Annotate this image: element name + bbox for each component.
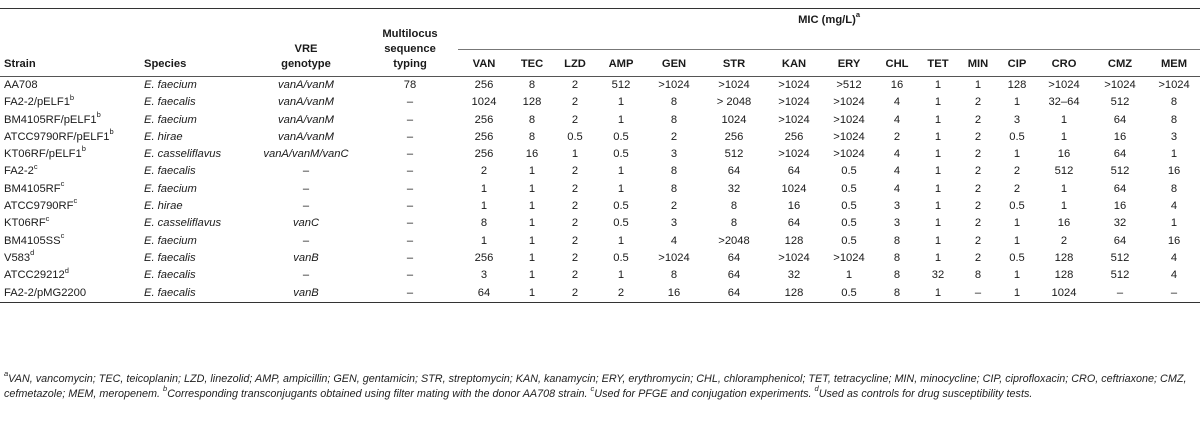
mic-cell-cro: 32–64	[1048, 96, 1080, 109]
strain-cell: FA2-2$^c$	[4, 161, 38, 178]
mic-cell-cip: 1	[1013, 269, 1021, 282]
mic-cell-amp: 0.5	[613, 217, 629, 230]
mic-cell-cmz: 64	[1113, 182, 1127, 195]
vre-genotype-cell: –	[302, 182, 310, 195]
mic-cell-ery: 0.5	[822, 285, 876, 303]
vre-genotype-cell: vanB	[293, 251, 319, 264]
mic-cell-tet: 1	[934, 234, 942, 247]
mic-cell-str: 8	[730, 200, 738, 213]
mlst-cell: –	[406, 182, 414, 195]
table-row	[0, 94, 1200, 111]
mic-cell-tet: 1	[918, 285, 958, 303]
drug-header-cell: CMZ	[1092, 50, 1148, 77]
mic-cell-van: 1024	[471, 96, 497, 109]
drug-header-cell: GEN	[646, 50, 702, 77]
footnote-d: Used as controls for drug susceptibility tests.	[818, 388, 1033, 400]
strain-cell: AA708	[4, 79, 38, 91]
mic-cell-cro: 16	[1057, 148, 1071, 161]
mic-cell-str: 64	[727, 269, 741, 282]
mic-cell-cip: 1	[1013, 217, 1021, 230]
mic-cell-gen: >1024	[658, 251, 690, 264]
species-cell: E. faecalis	[144, 96, 196, 109]
mic-cell-ery: >1024	[833, 130, 865, 143]
mic-cell-tec: 1	[528, 234, 536, 247]
mlst-cell: –	[406, 200, 414, 213]
mic-cell-chl: 3	[893, 200, 901, 213]
drug-header-cell: CRO	[1036, 50, 1092, 77]
mic-cell-cmz: 512	[1110, 251, 1130, 264]
mic-cell-ery: 0.5	[841, 165, 857, 178]
mic-cell-str: 32	[727, 182, 741, 195]
drug-header-cell: LZD	[554, 50, 596, 77]
drug-header-cell: STR	[702, 50, 766, 77]
species-cell: E. casseliflavus	[144, 217, 222, 230]
mic-cell-mem: 8	[1170, 96, 1178, 109]
mic-cell-lzd: 2	[571, 200, 579, 213]
mic-cell-chl: 8	[893, 269, 901, 282]
table-row	[0, 267, 1200, 284]
mic-cell-chl: 3	[893, 217, 901, 230]
mic-cell-str: 64	[702, 285, 766, 303]
mic-cell-chl: 4	[893, 182, 901, 195]
mic-cell-cip: 3	[1013, 113, 1021, 126]
mic-cell-tec: 1	[528, 251, 536, 264]
mic-cell-tet: 1	[934, 217, 942, 230]
mic-cell-tec: 1	[528, 165, 536, 178]
mic-cell-kan: >1024	[778, 148, 810, 161]
table-row	[0, 181, 1200, 198]
mic-cell-cro: 1	[1060, 113, 1068, 126]
species-cell: E. hirae	[144, 200, 183, 213]
mic-cell-kan: >1024	[778, 113, 810, 126]
mic-cell-tet: 32	[931, 269, 945, 282]
mic-cell-tec: 128	[522, 96, 542, 109]
mic-cell-amp: 1	[617, 165, 625, 178]
mic-cell-min: 2	[974, 200, 982, 213]
mic-cell-kan: 16	[787, 200, 801, 213]
species-cell: E. faecium	[144, 79, 197, 91]
vre-genotype-cell: –	[302, 200, 310, 213]
strain-cell: ATCC29212$^d$	[4, 265, 69, 282]
drug-header-cell: VAN	[458, 50, 510, 77]
strain-cell: BM4105RF/pELF1$^b$	[4, 109, 101, 126]
mic-cell-str: 64	[727, 251, 741, 264]
table-row	[0, 163, 1200, 180]
mic-cell-mem: >1024	[1158, 79, 1190, 91]
mic-cell-gen: 2	[670, 200, 678, 213]
strain-cell: $BM4105RF^c$	[4, 179, 65, 195]
mic-cell-cro: 1	[1060, 182, 1068, 195]
mlst-cell: –	[406, 217, 414, 230]
mic-cell-ery: >1024	[833, 148, 865, 161]
strain-cell: KT06RF/pELF1$^b$	[4, 144, 86, 161]
mic-cell-kan: 64	[787, 217, 801, 230]
mic-cell-cro: 16	[1057, 217, 1071, 230]
mic-cell-tet: 1	[934, 182, 942, 195]
mic-cell-min: 2	[974, 96, 982, 109]
mic-cell-mem: 8	[1170, 113, 1178, 126]
mic-cell-amp: 512	[611, 79, 631, 91]
mic-cell-mem: 16	[1167, 165, 1181, 178]
mlst-cell: –	[406, 96, 414, 109]
mic-cell-tet: 1	[934, 251, 942, 264]
mic-cell-cmz: >1024	[1104, 79, 1136, 91]
species-cell: E. faecium	[144, 234, 197, 247]
mic-cell-min: 2	[974, 113, 982, 126]
table-row	[0, 215, 1200, 232]
mic-cell-tet: 1	[934, 130, 942, 143]
mic-cell-mem: 4	[1170, 269, 1178, 282]
mic-cell-cmz: –	[1092, 285, 1148, 303]
table-row	[0, 112, 1200, 129]
mic-cell-tet: 1	[934, 165, 942, 178]
mic-cell-lzd: 2	[571, 269, 579, 282]
mic-cell-cro: >1024	[1048, 79, 1080, 91]
mic-cell-lzd: 2	[571, 182, 579, 195]
drug-header-cell: TEC	[510, 50, 554, 77]
mic-cell-van: 64	[458, 285, 510, 303]
drug-header-cell: CHL	[876, 50, 918, 77]
header-mic: MIC $(mg/L)^a$	[458, 9, 1200, 50]
mic-cell-ery: >1024	[833, 251, 865, 264]
mic-cell-chl: 4	[893, 165, 901, 178]
mic-cell-lzd: 2	[571, 96, 579, 109]
mic-cell-van: 1	[480, 182, 488, 195]
mic-cell-cip: 1	[1013, 96, 1021, 109]
mic-cell-lzd: 2	[571, 113, 579, 126]
mic-cell-amp: 1	[617, 182, 625, 195]
footnote-b: Corresponding transconjugants obtained using filter mating with the donor AA708 strain.	[167, 388, 588, 400]
vre-genotype-cell: vanC	[292, 217, 320, 230]
table-body	[0, 77, 1200, 303]
mic-cell-min: 2	[974, 217, 982, 230]
mlst-cell: –	[406, 130, 414, 143]
mic-cell-tec: 8	[528, 113, 536, 126]
footnote-c: Used for PFGE and conjugation experiments.	[594, 388, 812, 400]
mic-cell-gen: 8	[670, 113, 678, 126]
mic-cell-ery: 0.5	[841, 217, 857, 230]
mic-cell-mem: 16	[1167, 234, 1181, 247]
mic-cell-cip: 128	[1007, 79, 1027, 91]
mic-cell-tec: 1	[510, 285, 554, 303]
mic-cell-cmz: 64	[1113, 148, 1127, 161]
mic-cell-cip: 2	[1013, 182, 1021, 195]
strain-cell: FA2-2/pELF1$^b$	[4, 92, 75, 109]
mic-cell-van: 1	[480, 234, 488, 247]
mic-cell-str: > 2048	[716, 96, 752, 109]
vre-genotype-cell: –	[302, 269, 310, 282]
drug-header-cell: MEM	[1148, 50, 1200, 77]
mic-cell-min: 2	[974, 130, 982, 143]
species-cell: E. casseliflavus	[144, 148, 222, 161]
mic-cell-gen: 8	[670, 269, 678, 282]
mic-cell-mem: 1	[1170, 217, 1178, 230]
strain-cell: V583$^d$	[4, 248, 35, 264]
mic-cell-min: 2	[974, 148, 982, 161]
mic-cell-van: 256	[474, 113, 494, 126]
mic-cell-tet: 1	[934, 79, 942, 91]
drug-header-cell: AMP	[596, 50, 646, 77]
mic-cell-min: 2	[974, 251, 982, 264]
mic-cell-tec: 8	[528, 130, 536, 143]
mic-cell-van: 2	[480, 165, 488, 178]
mic-cell-gen: >1024	[658, 79, 690, 91]
mic-cell-mem: 4	[1170, 251, 1178, 264]
mic-cell-amp: 1	[617, 113, 625, 126]
mic-table	[0, 8, 1200, 303]
mic-cell-gen: 8	[670, 96, 678, 109]
mic-cell-van: 256	[474, 148, 494, 161]
table-row	[0, 146, 1200, 163]
mic-cell-tet: 1	[934, 96, 942, 109]
mic-cell-cro: 1	[1060, 200, 1068, 213]
mic-cell-cip: 2	[1013, 165, 1021, 178]
table-row	[0, 198, 1200, 215]
mic-cell-chl: 8	[893, 251, 901, 264]
mic-cell-mem: 3	[1170, 130, 1178, 143]
species-cell: E. faecium	[144, 113, 197, 126]
strain-cell: $KT06RF^c$	[4, 213, 50, 230]
mic-cell-tec: 8	[528, 79, 536, 91]
drug-header-cell: ERY	[822, 50, 876, 77]
mic-cell-str: 64	[727, 165, 741, 178]
vre-genotype-cell: vanA/vanM	[278, 130, 334, 143]
mic-cell-cip: 0.5	[1009, 251, 1025, 264]
strain-cell: ATCC9790RF/pELF1$^b$	[4, 127, 114, 143]
mic-cell-cro: 1	[1060, 130, 1068, 143]
mic-cell-amp: 1	[617, 234, 625, 247]
vre-genotype-cell: vanA/vanM	[278, 113, 334, 126]
mic-cell-van: 8	[480, 217, 488, 230]
mic-cell-van: 1	[480, 200, 488, 213]
mic-cell-van: 256	[474, 130, 494, 143]
mic-cell-cip: 0.5	[1009, 130, 1025, 143]
mic-cell-str: 1024	[721, 113, 747, 126]
mic-cell-str: 512	[724, 148, 744, 161]
mic-cell-cro: 128	[1054, 251, 1074, 264]
mic-cell-chl: 8	[876, 285, 918, 303]
mic-cell-tet: 1	[934, 200, 942, 213]
mic-cell-chl: 4	[893, 96, 901, 109]
mic-cell-chl: 16	[890, 79, 904, 91]
mic-cell-gen: 8	[670, 182, 678, 195]
mic-cell-gen: 2	[670, 130, 678, 143]
mic-cell-amp: 0.5	[613, 130, 629, 143]
mic-cell-lzd: 2	[571, 79, 579, 91]
mic-cell-kan: 128	[784, 234, 804, 247]
mic-cell-min: 2	[974, 165, 982, 178]
mic-cell-gen: 3	[670, 148, 678, 161]
mlst-cell: –	[362, 285, 458, 303]
mic-cell-cip: 1	[1013, 148, 1021, 161]
mic-cell-cmz: 512	[1110, 165, 1130, 178]
mic-cell-ery: 0.5	[841, 234, 857, 247]
header-vre-genotype: VRE genotype	[250, 9, 362, 77]
mic-cell-mem: 8	[1170, 182, 1178, 195]
mlst-cell: –	[406, 148, 414, 161]
mlst-cell: 78	[403, 79, 417, 91]
mlst-cell: –	[406, 234, 414, 247]
mic-cell-cmz: 64	[1113, 113, 1127, 126]
mic-cell-cip: 1	[1013, 234, 1021, 247]
mic-cell-cro: 2	[1060, 234, 1068, 247]
mic-cell-cmz: 16	[1113, 200, 1127, 213]
mic-cell-chl: 2	[893, 130, 901, 143]
table-row	[0, 233, 1200, 250]
mic-cell-amp: 0.5	[613, 200, 629, 213]
vre-genotype-cell: vanA/vanM	[278, 79, 334, 91]
mic-cell-cro: 128	[1054, 269, 1074, 282]
mic-cell-tec: 1	[528, 182, 536, 195]
mic-cell-lzd: 2	[571, 217, 579, 230]
mic-cell-cmz: 32	[1113, 217, 1127, 230]
mic-cell-str: 8	[730, 217, 738, 230]
mic-cell-cmz: 512	[1110, 96, 1130, 109]
mic-cell-lzd: 1	[571, 148, 579, 161]
mic-cell-kan: >1024	[778, 96, 810, 109]
mic-cell-kan: 128	[766, 285, 822, 303]
mic-cell-gen: 4	[670, 234, 678, 247]
table-row	[0, 129, 1200, 146]
mic-cell-ery: >512	[836, 79, 862, 91]
mic-cell-mem: 1	[1170, 148, 1178, 161]
mic-cell-lzd: 2	[571, 234, 579, 247]
mic-cell-lzd: 0.5	[567, 130, 583, 143]
mic-cell-kan: 256	[784, 130, 804, 143]
mic-cell-str: >2048	[718, 234, 750, 247]
header-mlst: Multilocus sequence typing	[362, 9, 458, 77]
strain-cell: $ATCC9790RF^c$	[4, 196, 78, 213]
mic-cell-tet: 1	[934, 148, 942, 161]
table-row	[0, 77, 1200, 95]
mic-cell-kan: >1024	[778, 79, 810, 91]
mic-cell-str: 256	[724, 130, 744, 143]
vre-genotype-cell: vanA/vanM/vanC	[263, 148, 349, 161]
vre-genotype-cell: vanB	[250, 285, 362, 303]
mic-cell-tet: 1	[934, 113, 942, 126]
mic-cell-ery: 0.5	[841, 200, 857, 213]
vre-genotype-cell: –	[302, 234, 310, 247]
mic-cell-mem: 4	[1170, 200, 1178, 213]
mic-cell-lzd: 2	[571, 251, 579, 264]
mic-cell-min: 2	[974, 234, 982, 247]
mic-cell-ery: 1	[845, 269, 853, 282]
footnote-a: VAN, vancomycin; TEC, teicoplanin; LZD, linezolid; AMP, ampicillin; GEN, gentamicin; STR, streptomycin; KAN, kanamycin; ERY, erythromycin; CHL, chloramphenicol; TET, tetracycline; MIN, minocycline; CIP, ciprofloxacin; CRO, ceftriaxone; CMZ, cefmetazole; MEM, meropenem.	[4, 373, 1187, 400]
mic-cell-chl: 8	[893, 234, 901, 247]
mlst-cell: –	[406, 251, 414, 264]
species-cell: E. hirae	[144, 130, 183, 143]
vre-genotype-cell: –	[302, 165, 310, 178]
mic-cell-kan: >1024	[778, 251, 810, 264]
mic-cell-min: 8	[974, 269, 982, 282]
mic-cell-min: 2	[974, 182, 982, 195]
mic-cell-amp: 0.5	[613, 251, 629, 264]
species-cell: E. faecalis	[140, 285, 250, 303]
mic-cell-amp: 1	[617, 269, 625, 282]
species-cell: E. faecalis	[144, 165, 196, 178]
table-row	[0, 285, 1200, 303]
mic-cell-van: 256	[474, 251, 494, 264]
mic-cell-tec: 16	[525, 148, 539, 161]
drug-header-cell: KAN	[766, 50, 822, 77]
mic-cell-amp: 0.5	[613, 148, 629, 161]
mic-cell-mem: –	[1148, 285, 1200, 303]
mic-cell-ery: >1024	[833, 96, 865, 109]
header-species: Species	[140, 9, 250, 77]
mic-cell-str: >1024	[718, 79, 750, 91]
mic-cell-van: 256	[474, 79, 494, 91]
mic-cell-cro: 1024	[1036, 285, 1092, 303]
mic-cell-gen: 3	[670, 217, 678, 230]
mic-cell-kan: 32	[787, 269, 801, 282]
mic-cell-tec: 1	[528, 269, 536, 282]
drug-header-cell: TET	[918, 50, 958, 77]
mic-cell-cro: 512	[1054, 165, 1074, 178]
mic-cell-ery: >1024	[833, 113, 865, 126]
strain-cell: $BM4105SS^c$	[4, 230, 65, 247]
mic-cell-kan: 64	[787, 165, 801, 178]
strain-cell: FA2-2/pMG2200	[0, 285, 140, 303]
mic-cell-lzd: 2	[571, 165, 579, 178]
species-cell: E. faecium	[144, 182, 197, 195]
mlst-cell: –	[406, 269, 414, 282]
mic-cell-amp: 1	[617, 96, 625, 109]
mic-cell-tec: 1	[528, 217, 536, 230]
header-strain: Strain	[0, 9, 140, 77]
species-cell: E. faecalis	[144, 251, 196, 264]
mic-cell-min: –	[958, 285, 998, 303]
species-cell: E. faecalis	[144, 269, 196, 282]
footnotes: $^a$VAN, vancomycin; TEC, teicoplanin; LZD, linezolid; AMP, ampicillin; GEN, gentamicin; STR, streptomycin; KAN, kanamycin; ERY, erythromycin; CHL, chloramphenicol; TET, tetracycline; MIN, minocycline; CIP, ciprofloxacin; CRO, ceftriaxone; CMZ, cefmetazole; MEM, meropenem. $^b$Corresponding transconjugants obtained using filter mating with the donor AA708 strain. $^c$Used for PFGE and conjugation experiments. $^d$Used as controls for drug susceptibility tests.	[4, 369, 1187, 400]
table-row	[0, 250, 1200, 267]
mic-cell-chl: 4	[893, 148, 901, 161]
mic-cell-van: 3	[480, 269, 488, 282]
mic-cell-cip: 0.5	[1009, 200, 1025, 213]
mic-cell-cmz: 64	[1113, 234, 1127, 247]
mic-cell-gen: 16	[646, 285, 702, 303]
mic-cell-cmz: 512	[1110, 269, 1130, 282]
mic-cell-min: 1	[974, 79, 982, 91]
mic-cell-cip: 1	[998, 285, 1036, 303]
mic-cell-lzd: 2	[554, 285, 596, 303]
drug-header-cell: CIP	[998, 50, 1036, 77]
mic-cell-gen: 8	[670, 165, 678, 178]
vre-genotype-cell: vanA/vanM	[278, 96, 334, 109]
mic-cell-cmz: 16	[1113, 130, 1127, 143]
mlst-cell: –	[406, 165, 414, 178]
mic-cell-kan: 1024	[781, 182, 807, 195]
drug-header-cell: MIN	[958, 50, 998, 77]
mic-cell-amp: 2	[596, 285, 646, 303]
mic-cell-ery: 0.5	[841, 182, 857, 195]
mic-cell-chl: 4	[893, 113, 901, 126]
mic-cell-tec: 1	[528, 200, 536, 213]
mlst-cell: –	[406, 113, 414, 126]
